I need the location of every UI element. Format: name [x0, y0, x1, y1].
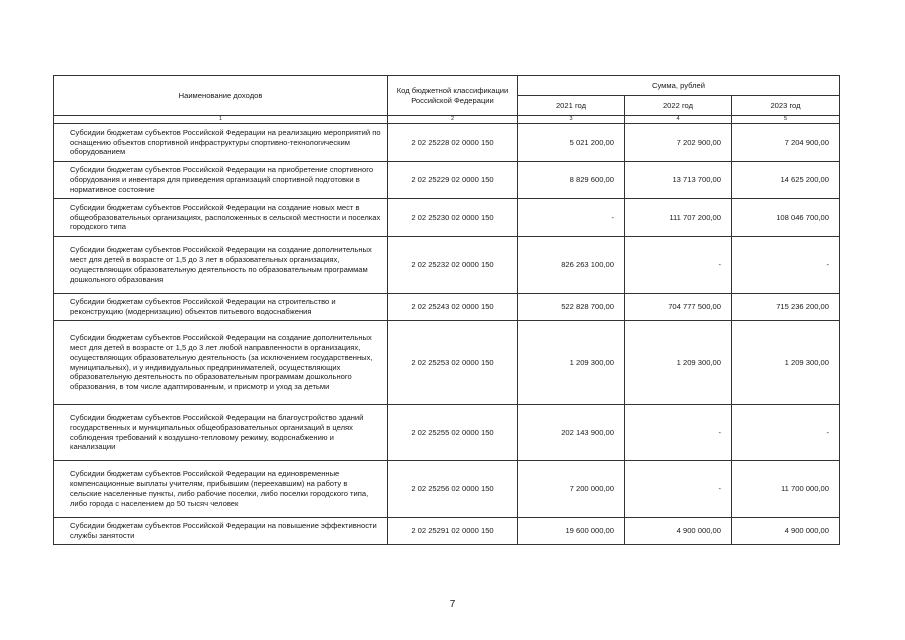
row-2023: -	[732, 405, 840, 461]
table-row	[54, 321, 840, 405]
row-name: Субсидии бюджетам субъектов Российской Федерации на единовременные компенсационные выплаты учителям, прибывшим (переехавшим) на работу в сельские населенные пункты, либо рабочие поселки, либо поселки городского типа, либо города с населением до 50 тысяч человек	[54, 461, 388, 518]
row-2021: 202 143 900,00	[518, 405, 625, 461]
row-code: 2 02 25229 02 0000 150	[388, 162, 518, 199]
header-year-2022: 2022 год	[625, 96, 732, 116]
table-row	[54, 405, 840, 461]
row-code: 2 02 25228 02 0000 150	[388, 124, 518, 162]
row-2022: 13 713 700,00	[625, 162, 732, 199]
row-2021: 5 021 200,00	[518, 124, 625, 162]
row-2023: 1 209 300,00	[732, 321, 840, 405]
row-2023: 14 625 200,00	[732, 162, 840, 199]
row-2021: 7 200 000,00	[518, 461, 625, 518]
row-code: 2 02 25253 02 0000 150	[388, 321, 518, 405]
row-name: Субсидии бюджетам субъектов Российской Федерации на создание новых мест в общеобразовательных организациях, расположенных в сельской местности и поселках городского типа	[54, 199, 388, 237]
col-number: 1	[54, 116, 388, 124]
row-2022: -	[625, 461, 732, 518]
row-name: Субсидии бюджетам субъектов Российской Федерации на создание дополнительных мест для детей в возрасте от 1,5 до 3 лет в образовательных организациях, осуществляющих образовательную деятельность по образовательным программам дошкольного образования	[54, 237, 388, 294]
row-2021: 19 600 000,00	[518, 518, 625, 545]
row-name: Субсидии бюджетам субъектов Российской Федерации на создание дополнительных мест для детей в возрасте от 1,5 до 3 лет любой направленности в организациях, осуществляющих образовательную деятельность (за исключением государственных, муниципальных), и у индивидуальных предпринимателей, осуществляющих образовательную деятельность по образовательным программам дошкольного образования, в том числе адаптированным, и присмотр и уход за детьми	[54, 321, 388, 405]
row-2023: 4 900 000,00	[732, 518, 840, 545]
row-2023: -	[732, 237, 840, 294]
row-2023: 108 046 700,00	[732, 199, 840, 237]
row-2021: 522 828 700,00	[518, 294, 625, 321]
table-row	[54, 461, 840, 518]
row-2021: 1 209 300,00	[518, 321, 625, 405]
table-row	[54, 162, 840, 199]
table-row	[54, 199, 840, 237]
row-2023: 7 204 900,00	[732, 124, 840, 162]
row-2022: -	[625, 237, 732, 294]
table-row	[54, 294, 840, 321]
row-name: Субсидии бюджетам субъектов Российской Федерации на строительство и реконструкцию (модернизацию) объектов питьевого водоснабжения	[54, 294, 388, 321]
table-row	[54, 518, 840, 545]
header-sum: Сумма, рублей	[518, 76, 840, 96]
row-2022: 1 209 300,00	[625, 321, 732, 405]
row-code: 2 02 25232 02 0000 150	[388, 237, 518, 294]
row-name: Субсидии бюджетам субъектов Российской Федерации на реализацию мероприятий по оснащению объектов спортивной инфраструктуры спортивно-технологическим оборудованием	[54, 124, 388, 162]
header-code: Код бюджетной классификации Российской Федерации	[388, 76, 518, 116]
row-2023: 715 236 200,00	[732, 294, 840, 321]
row-code: 2 02 25255 02 0000 150	[388, 405, 518, 461]
row-2021: 8 829 600,00	[518, 162, 625, 199]
header-name: Наименование доходов	[54, 76, 388, 116]
row-code: 2 02 25291 02 0000 150	[388, 518, 518, 545]
revenue-table	[53, 75, 840, 545]
row-2022: 4 900 000,00	[625, 518, 732, 545]
table-row	[54, 237, 840, 294]
row-2022: 704 777 500,00	[625, 294, 732, 321]
row-code: 2 02 25256 02 0000 150	[388, 461, 518, 518]
col-number: 4	[625, 116, 732, 124]
col-number: 2	[388, 116, 518, 124]
table-row	[54, 124, 840, 162]
col-number: 3	[518, 116, 625, 124]
row-2022: 7 202 900,00	[625, 124, 732, 162]
header-year-2021: 2021 год	[518, 96, 625, 116]
row-2022: -	[625, 405, 732, 461]
row-name: Субсидии бюджетам субъектов Российской Федерации на повышение эффективности службы занятости	[54, 518, 388, 545]
row-2022: 111 707 200,00	[625, 199, 732, 237]
row-name: Субсидии бюджетам субъектов Российской Федерации на приобретение спортивного оборудования и инвентаря для приведения организаций спортивной подготовки в нормативное состояние	[54, 162, 388, 199]
page-number: 7	[449, 599, 456, 610]
row-2021: -	[518, 199, 625, 237]
row-2021: 826 263 100,00	[518, 237, 625, 294]
col-number: 5	[732, 116, 840, 124]
row-code: 2 02 25243 02 0000 150	[388, 294, 518, 321]
header-year-2023: 2023 год	[732, 96, 840, 116]
row-code: 2 02 25230 02 0000 150	[388, 199, 518, 237]
row-name: Субсидии бюджетам субъектов Российской Федерации на благоустройство зданий государственных и муниципальных общеобразовательных организаций в целях соблюдения требований к воздушно-тепловому режиму, водоснабжению и канализации	[54, 405, 388, 461]
row-2023: 11 700 000,00	[732, 461, 840, 518]
